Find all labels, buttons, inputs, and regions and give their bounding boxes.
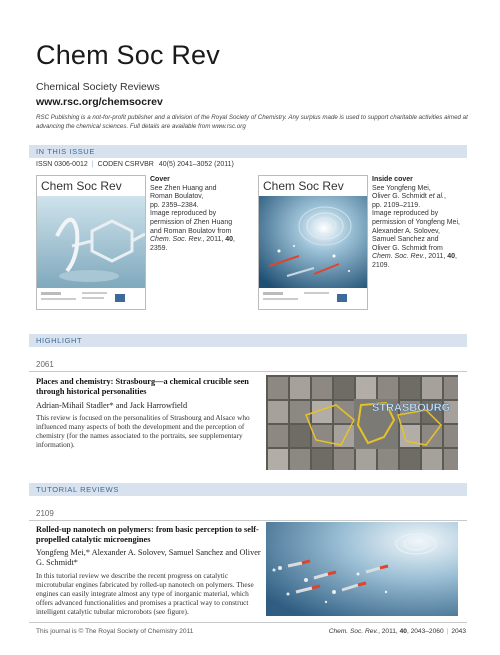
divider [29, 520, 467, 521]
caption-line: See Zhen Huang and [150, 184, 217, 192]
inside-cover-masthead: Chem Soc Rev [263, 179, 344, 193]
volume-range: 40(5) 2041–3052 (2011) [158, 161, 234, 168]
inside-cover-image [258, 175, 368, 310]
highlight-article-title[interactable]: Places and chemistry: Strasbourg—a chemical crucible seen through historical personalities [36, 377, 249, 396]
caption-line: Roman Boulatov, [150, 193, 204, 201]
publisher-note: RSC Publishing is a not-for-profit publisher and a division of the Royal Society of Chemistry. Any surplus made is used to support charitable activities aimed at advancing the chemical sciences. Full details are available from www.rsc.org [36, 114, 468, 130]
journal-subtitle: Chemical Society Reviews [36, 81, 160, 93]
tutorial-reviews-label: TUTORIAL REVIEWS [36, 485, 119, 494]
inside-cover-heading: Inside cover [372, 176, 413, 183]
caption-line: Image reproduced by [372, 210, 439, 218]
caption-line: pp. 2359–2384. [150, 201, 199, 209]
highlight-label: HIGHLIGHT [36, 336, 83, 345]
caption-line: Alexander A. Solovev, [372, 227, 440, 235]
strasbourg-portraits-image [266, 375, 458, 470]
issn: ISSN 0306-0012 [36, 161, 88, 168]
front-cover-masthead: Chem Soc Rev [41, 179, 122, 193]
highlight-article-abstract: This review is focused on the personalities of Strasbourg and Alsace who influenced many aspects of both the development and the perception of chemistry (for the names associated to the portraits, see supplementary information). [36, 413, 250, 450]
footer-citation: Chem. Soc. Rev., 2011, 40, 2043–2060 | 2043 [328, 628, 466, 635]
caption-line: and Roman Boulatov from [150, 227, 232, 235]
inside-cover-citation: Chem. Soc. Rev., 2011, 40, 2109. [372, 253, 457, 269]
front-cover-image [36, 175, 146, 310]
divider [29, 371, 467, 372]
journal-title: Chem Soc Rev [36, 40, 220, 70]
caption-line: pp. 2109–2119. [372, 201, 421, 209]
in-this-issue-label: IN THIS ISSUE [36, 147, 95, 156]
highlight-bar [29, 334, 467, 347]
caption-line: Samuel Sanchez and [372, 236, 439, 244]
caption-line: See Yongfeng Mei, [372, 184, 431, 192]
highlight-article-authors: Adrian-Mihail Stadler* and Jack Harrowfield [36, 401, 188, 410]
in-this-issue-bar [29, 145, 467, 158]
tutorial-page-number: 2109 [36, 509, 54, 518]
tutorial-reviews-bar [29, 483, 467, 496]
tutorial-article-title[interactable]: Rolled-up nanotech on polymers: from basic perception to self-propelled catalytic microengines [36, 525, 259, 544]
tutorial-article-abstract: In this tutorial review we describe the recent progress on catalytic microtubular engines fabricated by rolled-up nanotech on polymers. These engines can easily integrate almost any type of inorganic material, which offers advanced functionalities and promises a practical way to construct intelligent catalytic tubular microrobots (see figure). [36, 571, 254, 617]
caption-line: permission of Zhen Huang [150, 218, 233, 226]
inside-cover-caption [372, 176, 468, 271]
page-number: 2043 [451, 628, 466, 635]
microengine-figure [266, 522, 458, 616]
highlight-page-number: 2061 [36, 360, 54, 369]
front-cover-citation: Chem. Soc. Rev., 2011, 40, 2359. [150, 236, 235, 252]
front-cover-heading: Cover [150, 176, 170, 183]
footer-copyright: This journal is © The Royal Society of Chemistry 2011 [36, 628, 194, 635]
caption-line: Image reproduced by [150, 210, 217, 218]
coden: CODEN CSRVBR [97, 161, 154, 168]
footer-divider [29, 622, 467, 623]
caption-line: Oliver G. Schmidt et al., [372, 193, 446, 201]
strasbourg-label: STRASBOURG [372, 402, 451, 414]
front-cover-caption [150, 176, 246, 253]
caption-line: permission of Yongfeng Mei, [372, 218, 460, 226]
issn-line: ISSN 0306-0012 | CODEN CSRVBR 40(5) 2041–3052 (2011) [36, 161, 234, 168]
tutorial-article-authors: Yongfeng Mei,* Alexander A. Solovev, Samuel Sanchez and Oliver G. Schmidt* [36, 548, 261, 567]
caption-line: Oliver G. Schmidt from [372, 244, 443, 252]
journal-url[interactable]: www.rsc.org/chemsocrev [36, 96, 163, 108]
